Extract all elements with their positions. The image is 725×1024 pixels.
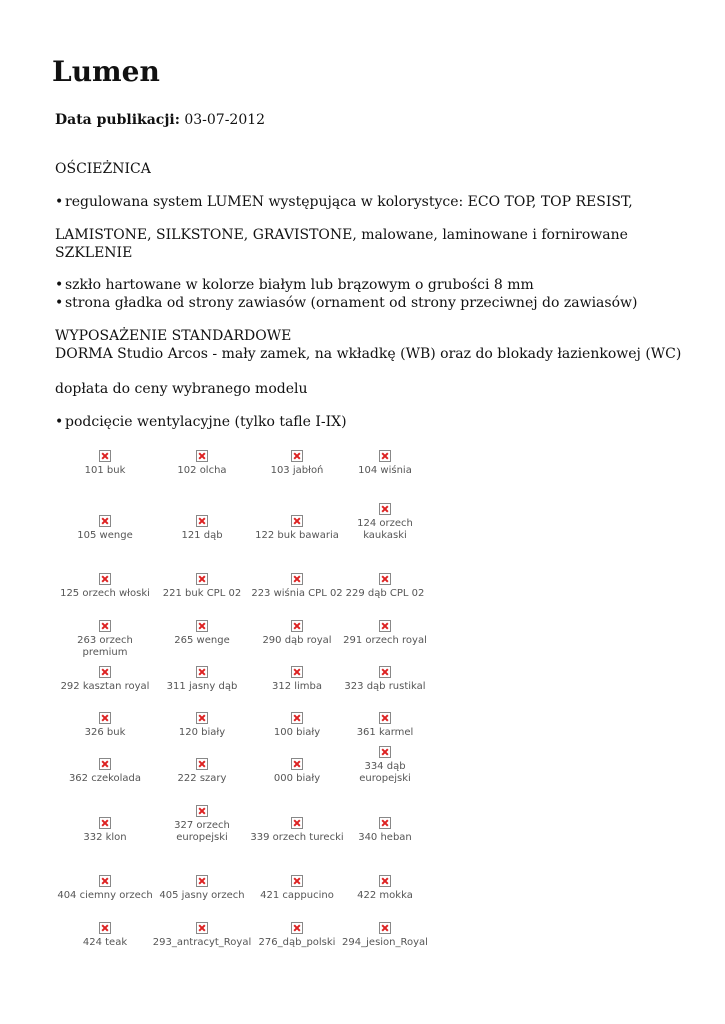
broken-image-icon bbox=[379, 573, 391, 585]
color-swatch-label: 405 jasny orzech bbox=[159, 890, 245, 901]
color-swatch-label: 421 cappucino bbox=[260, 890, 334, 901]
color-swatch-label: 222 szary bbox=[177, 773, 227, 784]
broken-image-icon bbox=[291, 922, 303, 934]
color-swatch bbox=[55, 817, 155, 844]
bullet-icon: • bbox=[55, 295, 64, 311]
color-swatch bbox=[55, 875, 155, 902]
color-swatch bbox=[55, 666, 155, 693]
color-swatch-label: 122 buk bawaria bbox=[255, 530, 339, 541]
broken-image-icon bbox=[291, 666, 303, 678]
color-swatch-label: 291 orzech royal bbox=[343, 635, 427, 646]
color-swatch bbox=[55, 620, 155, 659]
color-swatch bbox=[247, 620, 347, 647]
broken-image-icon bbox=[379, 503, 391, 515]
bullet-icon: • bbox=[55, 277, 64, 293]
oscieznica-heading: OŚCIEŻNICA bbox=[55, 161, 151, 177]
broken-image-icon bbox=[379, 666, 391, 678]
color-swatch-label: 339 orzech turecki bbox=[250, 832, 344, 843]
color-swatch-label: 100 biały bbox=[273, 727, 321, 738]
broken-image-icon bbox=[99, 450, 111, 462]
broken-image-icon bbox=[99, 620, 111, 632]
color-swatch-label: 422 mokka bbox=[357, 890, 413, 901]
color-swatch bbox=[247, 817, 347, 844]
oscieznica-bullet-text: regulowana system LUMEN występująca w kolorystyce: ECO TOP, TOP RESIST, bbox=[65, 194, 633, 210]
color-swatch bbox=[55, 758, 155, 785]
color-swatch-label: 332 klon bbox=[83, 832, 127, 843]
broken-image-icon bbox=[196, 712, 208, 724]
broken-image-icon bbox=[99, 875, 111, 887]
color-swatch bbox=[152, 573, 252, 600]
color-swatch-label: 323 dąb rustikal bbox=[344, 681, 426, 692]
oscieznica-continuation: LAMISTONE, SILKSTONE, GRAVISTONE, malowane, laminowane i fornirowane bbox=[55, 227, 628, 243]
color-swatch-label: 101 buk bbox=[84, 465, 126, 476]
broken-image-icon bbox=[291, 817, 303, 829]
color-swatch bbox=[335, 922, 435, 949]
broken-image-icon bbox=[196, 922, 208, 934]
broken-image-icon bbox=[379, 746, 391, 758]
color-swatch-label: 294_jesion_Royal bbox=[342, 937, 428, 948]
bullet-icon: • bbox=[55, 194, 64, 210]
broken-image-icon bbox=[379, 817, 391, 829]
color-swatch bbox=[152, 758, 252, 785]
broken-image-icon bbox=[379, 620, 391, 632]
color-swatch-label: 124 orzech bbox=[357, 518, 413, 529]
color-swatch bbox=[335, 817, 435, 844]
color-swatch bbox=[335, 620, 435, 647]
color-swatch bbox=[247, 666, 347, 693]
color-swatch-label: 229 dąb CPL 02 bbox=[345, 588, 425, 599]
color-swatch-label: 263 orzech premium bbox=[77, 635, 133, 658]
publication-date-label: Data publikacji: bbox=[55, 112, 180, 128]
broken-image-icon bbox=[99, 758, 111, 770]
broken-image-icon bbox=[291, 573, 303, 585]
color-swatch bbox=[335, 875, 435, 902]
broken-image-icon bbox=[99, 666, 111, 678]
wyposazenie-heading: WYPOSAŻENIE STANDARDOWE bbox=[55, 328, 292, 344]
doplata-text: dopłata do ceny wybranego modelu bbox=[55, 381, 308, 397]
color-swatch-label: 326 buk bbox=[84, 727, 126, 738]
color-swatch bbox=[55, 712, 155, 739]
color-swatch-label: 362 czekolada bbox=[68, 773, 142, 784]
broken-image-icon bbox=[99, 573, 111, 585]
color-swatch-label: 311 jasny dąb bbox=[166, 681, 238, 692]
publication-date-value: 03-07-2012 bbox=[184, 112, 266, 128]
broken-image-icon bbox=[99, 712, 111, 724]
broken-image-icon bbox=[99, 922, 111, 934]
broken-image-icon bbox=[291, 515, 303, 527]
color-swatch bbox=[335, 746, 435, 785]
color-swatch bbox=[247, 450, 347, 477]
color-swatch bbox=[247, 515, 347, 542]
broken-image-icon bbox=[196, 620, 208, 632]
broken-image-icon bbox=[291, 875, 303, 887]
broken-image-icon bbox=[196, 666, 208, 678]
color-swatch bbox=[152, 712, 252, 739]
color-swatch-label: 125 orzech włoski bbox=[60, 588, 150, 599]
color-swatch-label: 334 dąb bbox=[364, 761, 406, 772]
color-swatch bbox=[335, 712, 435, 739]
page-title: Lumen bbox=[52, 55, 160, 88]
color-swatch-label: 121 dąb bbox=[181, 530, 223, 541]
broken-image-icon bbox=[379, 875, 391, 887]
color-swatch-label: 102 olcha bbox=[177, 465, 227, 476]
color-swatch bbox=[152, 666, 252, 693]
color-swatch bbox=[247, 875, 347, 902]
color-swatch bbox=[152, 450, 252, 477]
broken-image-icon bbox=[291, 620, 303, 632]
color-swatch bbox=[247, 758, 347, 785]
color-swatch-label: 000 biały bbox=[273, 773, 321, 784]
broken-image-icon bbox=[379, 922, 391, 934]
broken-image-icon bbox=[379, 712, 391, 724]
szklenie-heading: SZKLENIE bbox=[55, 245, 133, 261]
color-swatch-label: 327 orzech bbox=[174, 820, 230, 831]
color-swatch bbox=[55, 922, 155, 949]
broken-image-icon bbox=[291, 712, 303, 724]
color-swatch-label: 120 biały bbox=[178, 727, 226, 738]
color-swatch bbox=[55, 450, 155, 477]
color-swatch-label: europejski bbox=[359, 773, 411, 784]
broken-image-icon bbox=[196, 875, 208, 887]
broken-image-icon bbox=[196, 805, 208, 817]
broken-image-icon bbox=[291, 450, 303, 462]
broken-image-icon bbox=[99, 817, 111, 829]
color-swatch bbox=[152, 620, 252, 647]
color-swatch bbox=[335, 503, 435, 542]
color-swatch-label: europejski bbox=[176, 832, 228, 843]
color-swatch-label: 276_dąb_polski bbox=[258, 937, 336, 948]
wyposazenie-text: DORMA Studio Arcos - mały zamek, na wkładkę (WB) oraz do blokady łazienkowej (WC) bbox=[55, 346, 682, 362]
broken-image-icon bbox=[99, 515, 111, 527]
color-swatch-label: 424 teak bbox=[82, 937, 128, 948]
color-swatch-label: kaukaski bbox=[363, 530, 407, 541]
color-swatch bbox=[335, 666, 435, 693]
color-swatch-label: 404 ciemny orzech bbox=[57, 890, 153, 901]
color-swatch-label: 221 buk CPL 02 bbox=[162, 588, 242, 599]
color-swatch-label: 312 limba bbox=[271, 681, 323, 692]
broken-image-icon bbox=[379, 450, 391, 462]
broken-image-icon bbox=[196, 573, 208, 585]
color-swatch-label: 290 dąb royal bbox=[262, 635, 332, 646]
color-swatch-label: 105 wenge bbox=[77, 530, 133, 541]
color-swatch-label: 340 heban bbox=[358, 832, 412, 843]
color-swatch bbox=[247, 922, 347, 949]
color-swatch-label: 293_antracyt_Royal bbox=[152, 937, 252, 948]
color-swatch bbox=[335, 450, 435, 477]
szklenie-bullet-text: szkło hartowane w kolorze białym lub brązowym o grubości 8 mm bbox=[65, 277, 534, 293]
color-swatch bbox=[152, 922, 252, 949]
color-swatch-label: 223 wiśnia CPL 02 bbox=[251, 588, 343, 599]
szklenie-bullet-text: strona gładka od strony zawiasów (ornament od strony przeciwnej do zawiasów) bbox=[65, 295, 638, 311]
broken-image-icon bbox=[196, 515, 208, 527]
color-swatch bbox=[247, 712, 347, 739]
color-swatch bbox=[152, 805, 252, 844]
doplata-bullet-text: podcięcie wentylacyjne (tylko tafle I-IX) bbox=[65, 414, 347, 430]
color-swatch-label: 103 jabłoń bbox=[270, 465, 324, 476]
broken-image-icon bbox=[196, 450, 208, 462]
color-swatch-label: 292 kasztan royal bbox=[60, 681, 150, 692]
color-swatch bbox=[55, 573, 155, 600]
color-swatch-label: 104 wiśnia bbox=[358, 465, 412, 476]
color-swatch bbox=[247, 573, 347, 600]
color-swatch-label: 265 wenge bbox=[174, 635, 230, 646]
color-swatch bbox=[55, 515, 155, 542]
color-swatch bbox=[335, 573, 435, 600]
color-swatch bbox=[152, 875, 252, 902]
bullet-icon: • bbox=[55, 414, 64, 430]
color-swatch bbox=[152, 515, 252, 542]
broken-image-icon bbox=[196, 758, 208, 770]
color-swatch-label: 361 karmel bbox=[356, 727, 414, 738]
broken-image-icon bbox=[291, 758, 303, 770]
